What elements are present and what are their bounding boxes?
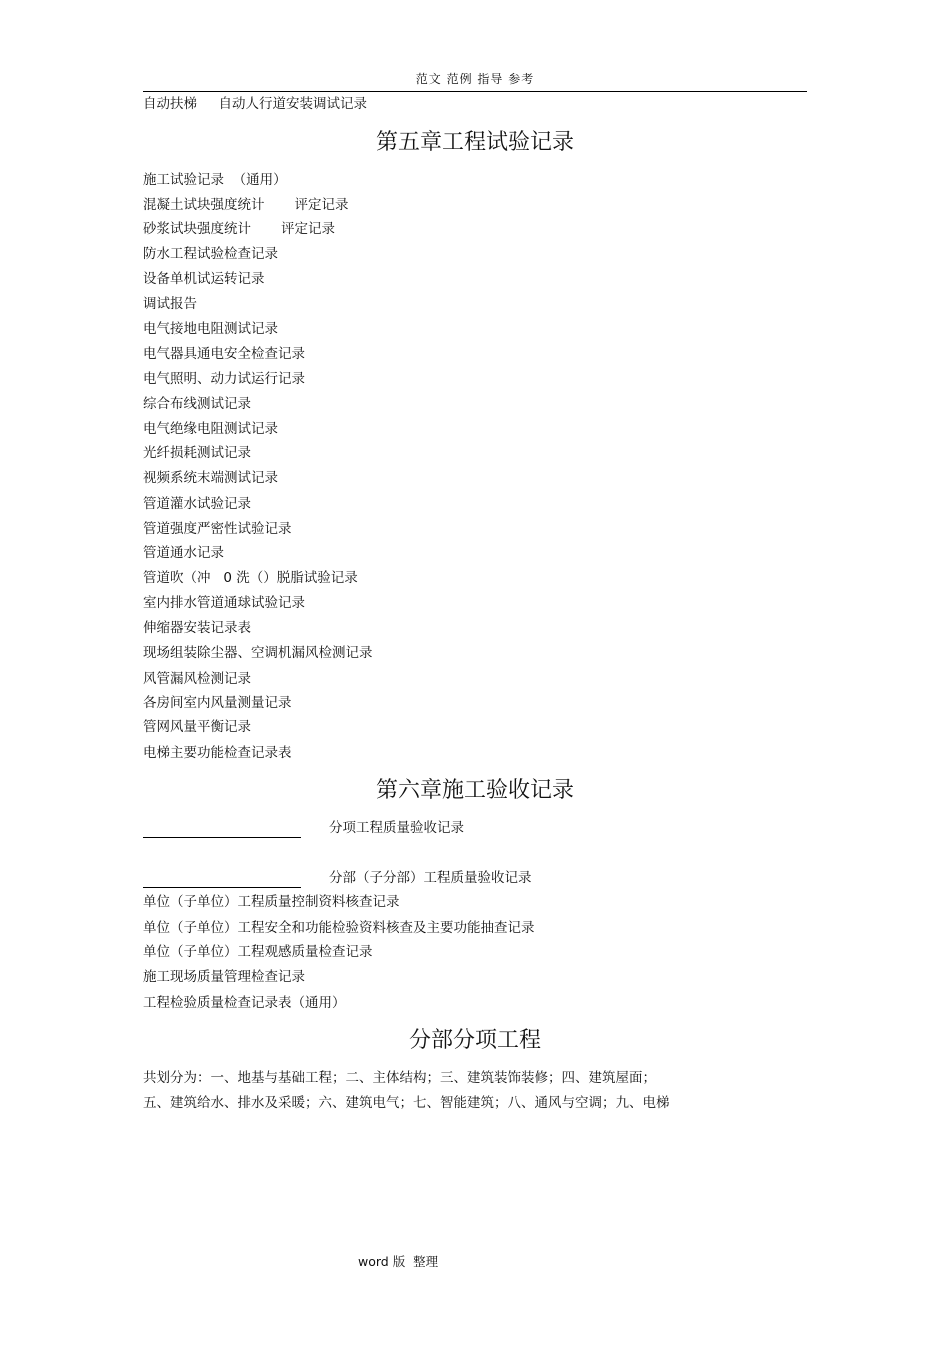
body-paragraph-line: 五、建筑给水、排水及采暖；六、建筑电气；七、智能建筑；八、通风与空调；九、电梯: [143, 1095, 670, 1111]
list-item: 伸缩器安装记录表: [143, 620, 251, 636]
list-item: 混凝土试块强度统计 评定记录: [143, 197, 349, 213]
blank-list-item: 分项工程质量验收记录: [329, 820, 464, 836]
list-item: 调试报告: [143, 296, 197, 312]
list-item: 电气照明、动力试运行记录: [143, 371, 305, 387]
list-item: 施工试验记录 （通用）: [143, 172, 287, 188]
chapter6-title: 第六章施工验收记录: [375, 778, 574, 803]
list-item: 现场组装除尘器、空调机漏风检测记录: [143, 645, 373, 661]
top-line: 自动扶梯 自动人行道安装调试记录: [143, 96, 367, 112]
list-item: 单位（子单位）工程观感质量检查记录: [143, 944, 373, 960]
header-rule: [143, 91, 807, 92]
chapter5-title: 第五章工程试验记录: [375, 130, 574, 155]
blank-list-item: 分部（子分部）工程质量验收记录: [329, 870, 532, 886]
list-item: 风管漏风检测记录: [143, 671, 251, 687]
list-item: 电梯主要功能检查记录表: [143, 745, 292, 761]
list-item: 设备单机试运转记录: [143, 271, 265, 287]
list-item: 综合布线测试记录: [143, 396, 251, 412]
list-item: 管道通水记录: [143, 545, 224, 561]
list-item: 管道强度严密性试验记录: [143, 521, 292, 537]
list-item: 电气接地电阻测试记录: [143, 321, 278, 337]
page-header: 范文 范例 指导 参考: [415, 72, 535, 86]
list-item: 管网风量平衡记录: [143, 719, 251, 735]
list-item: 施工现场质量管理检查记录: [143, 969, 305, 985]
list-item: 砂浆试块强度统计 评定记录: [143, 221, 336, 237]
list-item: 防水工程试验检查记录: [143, 246, 278, 262]
page-footer: word 版 整理: [358, 1254, 439, 1269]
list-item: 管道吹（冲 0 洗（）脱脂试验记录: [143, 570, 358, 586]
list-item: 各房间室内风量测量记录: [143, 695, 292, 711]
list-item: 光纤损耗测试记录: [143, 445, 251, 461]
fill-blank-rule: [143, 837, 301, 838]
list-item: 单位（子单位）工程质量控制资料核查记录: [143, 894, 400, 910]
section-title: 分部分项工程: [408, 1028, 541, 1053]
list-item: 室内排水管道通球试验记录: [143, 595, 305, 611]
list-item: 电气绝缘电阻测试记录: [143, 421, 278, 437]
list-item: 电气器具通电安全检查记录: [143, 346, 305, 362]
body-paragraph-line: 共划分为：一、地基与基础工程；二、主体结构；三、建筑装饰装修；四、建筑屋面；: [143, 1070, 656, 1086]
list-item: 视频系统末端测试记录: [143, 470, 278, 486]
list-item: 单位（子单位）工程安全和功能检验资料核查及主要功能抽查记录: [143, 920, 535, 936]
list-item: 管道灌水试验记录: [143, 496, 251, 512]
fill-blank-rule: [143, 887, 301, 888]
list-item: 工程检验质量检查记录表（通用）: [143, 995, 346, 1011]
